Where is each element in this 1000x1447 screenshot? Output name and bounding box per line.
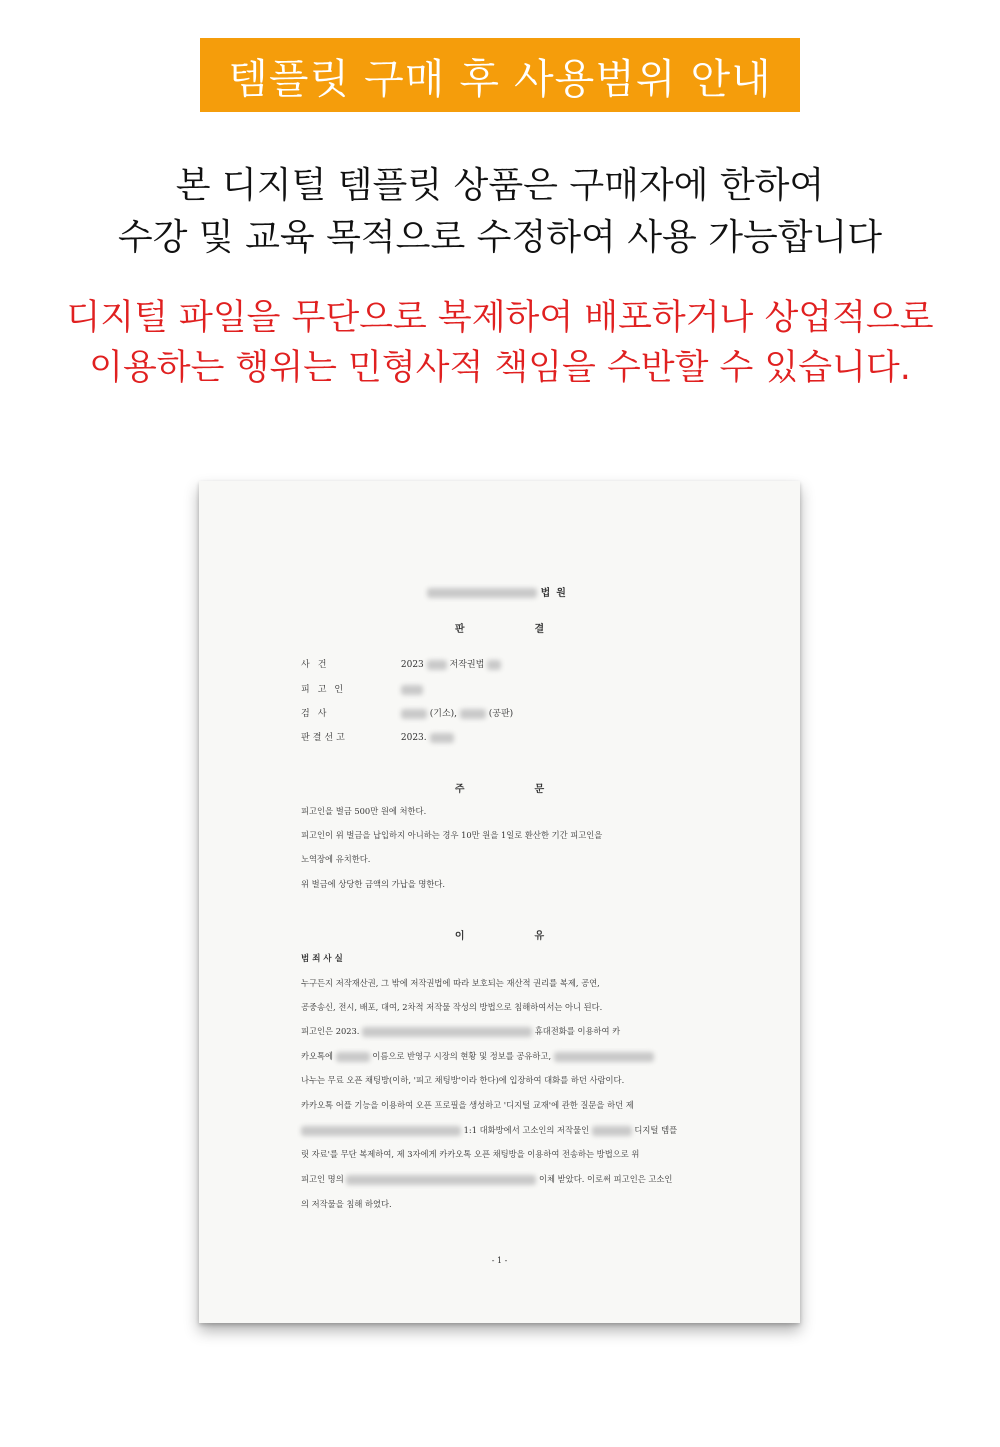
redacted-text: [346, 1175, 536, 1185]
court-ruling-document-image: [199, 481, 800, 1323]
redacted-text: [460, 709, 486, 719]
field-row: 판결선고 2023.: [301, 730, 454, 743]
warning-line-2: 이용하는 행위는 민형사적 책임을 수반할 수 있습니다.: [89, 348, 911, 388]
warning-notice: [0, 293, 1000, 393]
redacted-text: [336, 1052, 370, 1062]
redacted-date: [430, 733, 454, 743]
redacted-court-name: [427, 588, 537, 598]
reason-line: 공중송신, 전시, 배포, 대여, 2차적 저작물 작성의 방법으로 침해하여서는 아니 된다.: [301, 1002, 603, 1012]
page-number: - 1 -: [491, 1256, 508, 1265]
redacted-text: [592, 1126, 632, 1136]
redacted-text: [301, 1126, 461, 1136]
reason-line: 카카오톡 어플 기능을 이용하여 오픈 프로필을 생성하고 '디지털 교재'에 관한 질문을 하던 제: [301, 1100, 634, 1110]
reason-line: 나누는 무료 오픈 채팅방(이하, '피고 채팅방'이라 한다)에 입장하여 대화를 하던 사람이다.: [301, 1075, 625, 1085]
usage-notice: [0, 160, 1000, 264]
reason-line: 카오톡에 이름으로 반영구 시장의 현황 및 정보를 공유하고,: [301, 1050, 654, 1062]
reason-line: 의 저작물을 침해 하였다.: [301, 1199, 392, 1209]
usage-notice-line-1: 본 디지털 템플릿 상품은 구매자에 한하여: [175, 165, 825, 206]
redacted-text: [362, 1027, 532, 1037]
warning-line-1: 디지털 파일을 무단으로 복제하여 배포하거나 상업적으로: [66, 298, 934, 338]
reason-line: 피고인은 2023. 휴대전화를 이용하여 카: [301, 1026, 621, 1036]
order-line: 위 벌금에 상당한 금액의 가납을 명한다.: [301, 879, 446, 889]
order-line: 피고인을 벌금 500만 원에 처한다.: [301, 806, 427, 816]
usage-notice-line-2: 수강 및 교육 목적으로 수정하여 사용 가능합니다: [117, 217, 883, 258]
order-heading: 주문: [454, 784, 615, 795]
reason-line: 피고인 명의 이체 받았다. 이로써 피고인은 고소인: [301, 1174, 673, 1184]
reason-line: 릿 자료'를 무단 복제하여, 제 3자에게 카카오톡 오픈 채팅방을 이용하여 전송하는 방법으로 위: [301, 1149, 640, 1159]
reason-line: 누구든지 저작재산권, 그 밖에 저작권법에 따라 보호되는 재산적 권리를 복제, 공연,: [301, 978, 600, 988]
reason-line: 1:1 대화방에서 고소인의 저작물인 디지털 템플: [301, 1124, 677, 1136]
redacted-text: [401, 709, 427, 719]
ruling-title: 판결: [454, 624, 615, 635]
notice-banner: [200, 38, 800, 112]
court-name: 법원: [199, 584, 800, 599]
field-row: 검사 (기소), (공판): [301, 709, 514, 719]
field-row: 피고인: [301, 682, 423, 695]
facts-heading: 범죄사실: [301, 954, 346, 964]
redacted-defendant: [401, 685, 423, 695]
reason-heading: 이유: [454, 931, 615, 942]
order-line: 피고인이 위 벌금을 납입하지 아니하는 경우 10만 원을 1일로 환산한 기간 피고인을: [301, 830, 603, 840]
redacted-text: [554, 1052, 654, 1062]
redacted-text: [427, 660, 447, 670]
order-line: 노역장에 유치한다.: [301, 854, 371, 864]
banner-title: 템플릿 구매 후 사용범위 안내: [228, 54, 772, 103]
field-row: 사건 2023 저작권법: [301, 657, 501, 670]
redacted-text: [487, 660, 501, 670]
